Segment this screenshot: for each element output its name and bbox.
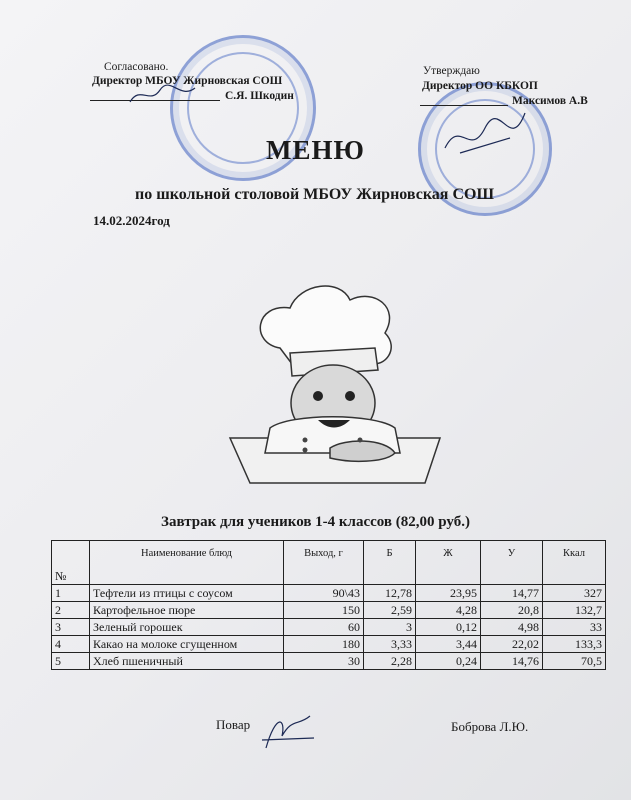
header-number: № [52, 541, 90, 585]
fats: 0,12 [416, 619, 481, 636]
dish-name: Картофельное пюре [90, 602, 284, 619]
portion: 180 [284, 636, 364, 653]
carbs: 20,8 [481, 602, 543, 619]
header-dish-name: Наименование блюд [90, 541, 284, 585]
carbs: 4,98 [481, 619, 543, 636]
approval-left-line3: С.Я. Шкодин [225, 90, 294, 102]
footer-role: Повар [216, 717, 251, 732]
approval-left-line2: Директор МБОУ Жирновская СОШ [92, 75, 283, 87]
proteins: 2,59 [364, 602, 416, 619]
kcal: 70,5 [543, 653, 606, 670]
portion: 30 [284, 653, 364, 670]
dish-name: Какао на молоке сгущенном [90, 636, 284, 653]
page-title: МЕНЮ [266, 135, 365, 165]
table-row [52, 619, 606, 636]
row-number: 3 [52, 619, 90, 636]
approval-right-line2: Директор ОО КБКОП [422, 80, 538, 92]
signature-left [125, 80, 205, 110]
header-carbs: У [481, 541, 543, 585]
kcal: 133,3 [543, 636, 606, 653]
carbs: 14,77 [481, 585, 543, 602]
fats: 3,44 [416, 636, 481, 653]
carbs: 22,02 [481, 636, 543, 653]
dish-name: Зеленый горошек [90, 619, 284, 636]
approval-left-line1: Согласовано. [104, 61, 169, 73]
portion: 90\43 [284, 585, 364, 602]
header-kcal: Ккал [543, 541, 606, 585]
approval-block-left [104, 60, 168, 74]
proteins: 2,28 [364, 653, 416, 670]
menu-table [51, 540, 606, 670]
kcal: 132,7 [543, 602, 606, 619]
kcal: 33 [543, 619, 606, 636]
table-row [52, 653, 606, 670]
table-header-row [52, 541, 606, 585]
approval-right-underline [420, 105, 508, 106]
portion: 150 [284, 602, 364, 619]
menu-date: 14.02.2024год [93, 213, 170, 228]
header-fats: Ж [416, 541, 481, 585]
header-proteins: Б [364, 541, 416, 585]
meal-title: Завтрак для учеников 1-4 классов (82,00 руб.) [161, 514, 470, 530]
approval-right-line1: Утверждаю [423, 65, 480, 77]
portion: 60 [284, 619, 364, 636]
row-number: 1 [52, 585, 90, 602]
page-subtitle: по школьной столовой МБОУ Жирновская СОШ [135, 186, 495, 203]
row-number: 2 [52, 602, 90, 619]
carbs: 14,76 [481, 653, 543, 670]
table-row [52, 636, 606, 653]
fats: 4,28 [416, 602, 481, 619]
kcal: 327 [543, 585, 606, 602]
signature-cook [258, 708, 318, 756]
proteins: 3,33 [364, 636, 416, 653]
dish-name: Тефтели из птицы с соусом [90, 585, 284, 602]
footer-name: Боброва Л.Ю. [451, 719, 529, 734]
approval-right-line3: Максимов А.В [512, 95, 588, 107]
header-portion: Выход, г [284, 541, 364, 585]
proteins: 12,78 [364, 585, 416, 602]
fats: 0,24 [416, 653, 481, 670]
table-row [52, 585, 606, 602]
table-row [52, 602, 606, 619]
row-number: 5 [52, 653, 90, 670]
row-number: 4 [52, 636, 90, 653]
dish-name: Хлеб пшеничный [90, 653, 284, 670]
fats: 23,95 [416, 585, 481, 602]
chef-illustration [210, 278, 460, 498]
proteins: 3 [364, 619, 416, 636]
